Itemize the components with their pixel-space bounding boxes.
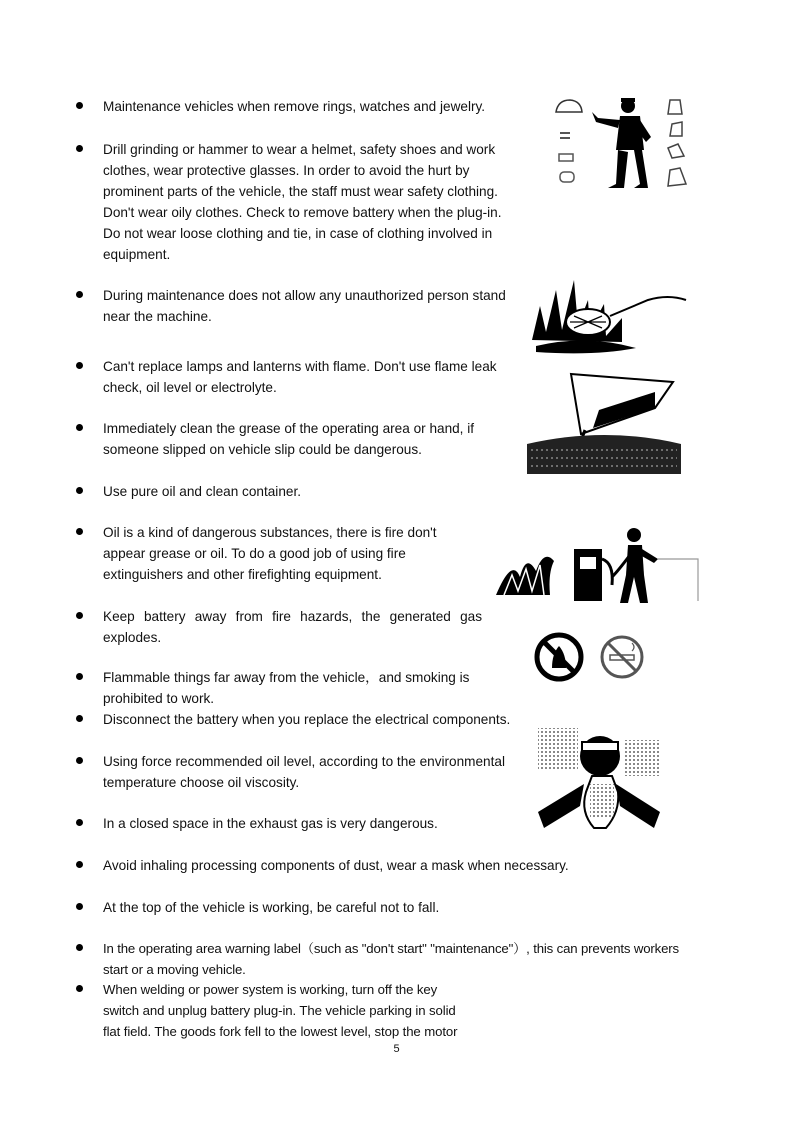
page-number: 5 [393, 1043, 400, 1055]
bullet-item [103, 855, 623, 876]
bullet-dot [76, 861, 83, 868]
text-line: start or a moving vehicle. [103, 962, 246, 977]
text-line: near the machine. [103, 309, 212, 324]
text-line: Avoid inhaling processing components of dust, wear a mask when necessary. [103, 858, 569, 873]
text-line: At the top of the vehicle is working, be careful not to fall. [103, 900, 440, 915]
text-line: Do not wear loose clothing and tie, in case of clothing involved in [103, 226, 493, 241]
text-line: Can't replace lamps and lanterns with flame. Don't use flame leak [103, 359, 497, 374]
text-line: In a closed space in the exhaust gas is very dangerous. [103, 816, 438, 831]
text-line: Using force recommended oil level, according to the environmental [103, 754, 505, 769]
text-line: appear grease or oil. To do a good job of using fire [103, 546, 406, 561]
bullet-item [103, 481, 503, 502]
bullet-dot [76, 819, 83, 826]
text-line: Disconnect the battery when you replace the electrical components. [103, 712, 511, 727]
bullet-dot [76, 903, 83, 910]
bullet-dot [76, 291, 83, 298]
bullet-item [103, 979, 503, 1042]
text-line: check, oil level or electrolyte. [103, 380, 277, 395]
bullet-item [103, 897, 523, 918]
text-line: temperature choose oil viscosity. [103, 775, 300, 790]
text-line: someone slipped on vehicle slip could be dangerous. [103, 442, 422, 457]
bullet-item [103, 418, 503, 460]
bullet-item [103, 139, 523, 265]
text-line: equipment. [103, 247, 171, 262]
text-line: Flammable things far away from the vehicle，and smoking is [103, 670, 470, 685]
bullet-dot [76, 102, 83, 109]
tool-in-grass-illustration [526, 270, 688, 356]
text-line: flat field. The goods fork fell to the lowest level, stop the motor [103, 1024, 458, 1039]
no-smoking-sign-icon [598, 633, 646, 681]
text-line: In the operating area warning label（such as "don't start" "maintenance"）, this can prevents workers [103, 941, 679, 956]
text-line: switch and unplug battery plug-in. The vehicle parking in solid [103, 1003, 456, 1018]
bullet-item [103, 285, 523, 327]
bullet-dot [76, 757, 83, 764]
bullet-dot [76, 487, 83, 494]
text-line: Keep battery away from fire hazards, the generated gas [103, 609, 482, 624]
bullet-dot [76, 715, 83, 722]
text-line: Don't wear oily clothes. Check to remove battery when the plug-in. [103, 205, 502, 220]
bullet-item [103, 96, 523, 117]
bullet-item [103, 606, 482, 648]
text-line: prominent parts of the vehicle, the staff must wear safety clothing. [103, 184, 498, 199]
bullet-dot [76, 944, 83, 951]
bullet-dot [76, 985, 83, 992]
oil-spill-illustration [523, 370, 685, 488]
bullet-item [103, 709, 543, 730]
bullet-dot [76, 424, 83, 431]
text-line: clothes, wear protective glasses. In order to avoid the hurt by [103, 163, 470, 178]
text-line: During maintenance does not allow any unauthorized person stand [103, 288, 506, 303]
bullet-item [103, 813, 503, 834]
text-line: Immediately clean the grease of the operating area or hand, if [103, 421, 475, 436]
bullet-item [103, 667, 503, 709]
bullet-item [103, 751, 528, 793]
no-fire-sign-icon [532, 630, 586, 684]
text-line: When welding or power system is working, turn off the key [103, 982, 438, 997]
text-line: explodes. [103, 630, 162, 645]
fire-and-fuel-pump-illustration [494, 525, 700, 605]
bullet-dot [76, 612, 83, 619]
bullet-item [103, 522, 483, 585]
bullet-dot [76, 362, 83, 369]
text-line: extinguishers and other firefighting equipment. [103, 567, 382, 582]
text-line: Use pure oil and clean container. [103, 484, 301, 499]
text-line: prohibited to work. [103, 691, 215, 706]
bullet-dot [76, 145, 83, 152]
bullet-item [103, 938, 743, 980]
exhaust-gas-hazard-illustration [532, 722, 666, 840]
text-line: Oil is a kind of dangerous substances, there is fire don't [103, 525, 437, 540]
bullet-dot [76, 528, 83, 535]
text-line: Drill grinding or hammer to wear a helmet, safety shoes and work [103, 142, 496, 157]
text-line: Maintenance vehicles when remove rings, watches and jewelry. [103, 99, 486, 114]
bullet-item [103, 356, 523, 398]
protective-gear-illustration [548, 92, 698, 192]
bullet-dot [76, 673, 83, 680]
